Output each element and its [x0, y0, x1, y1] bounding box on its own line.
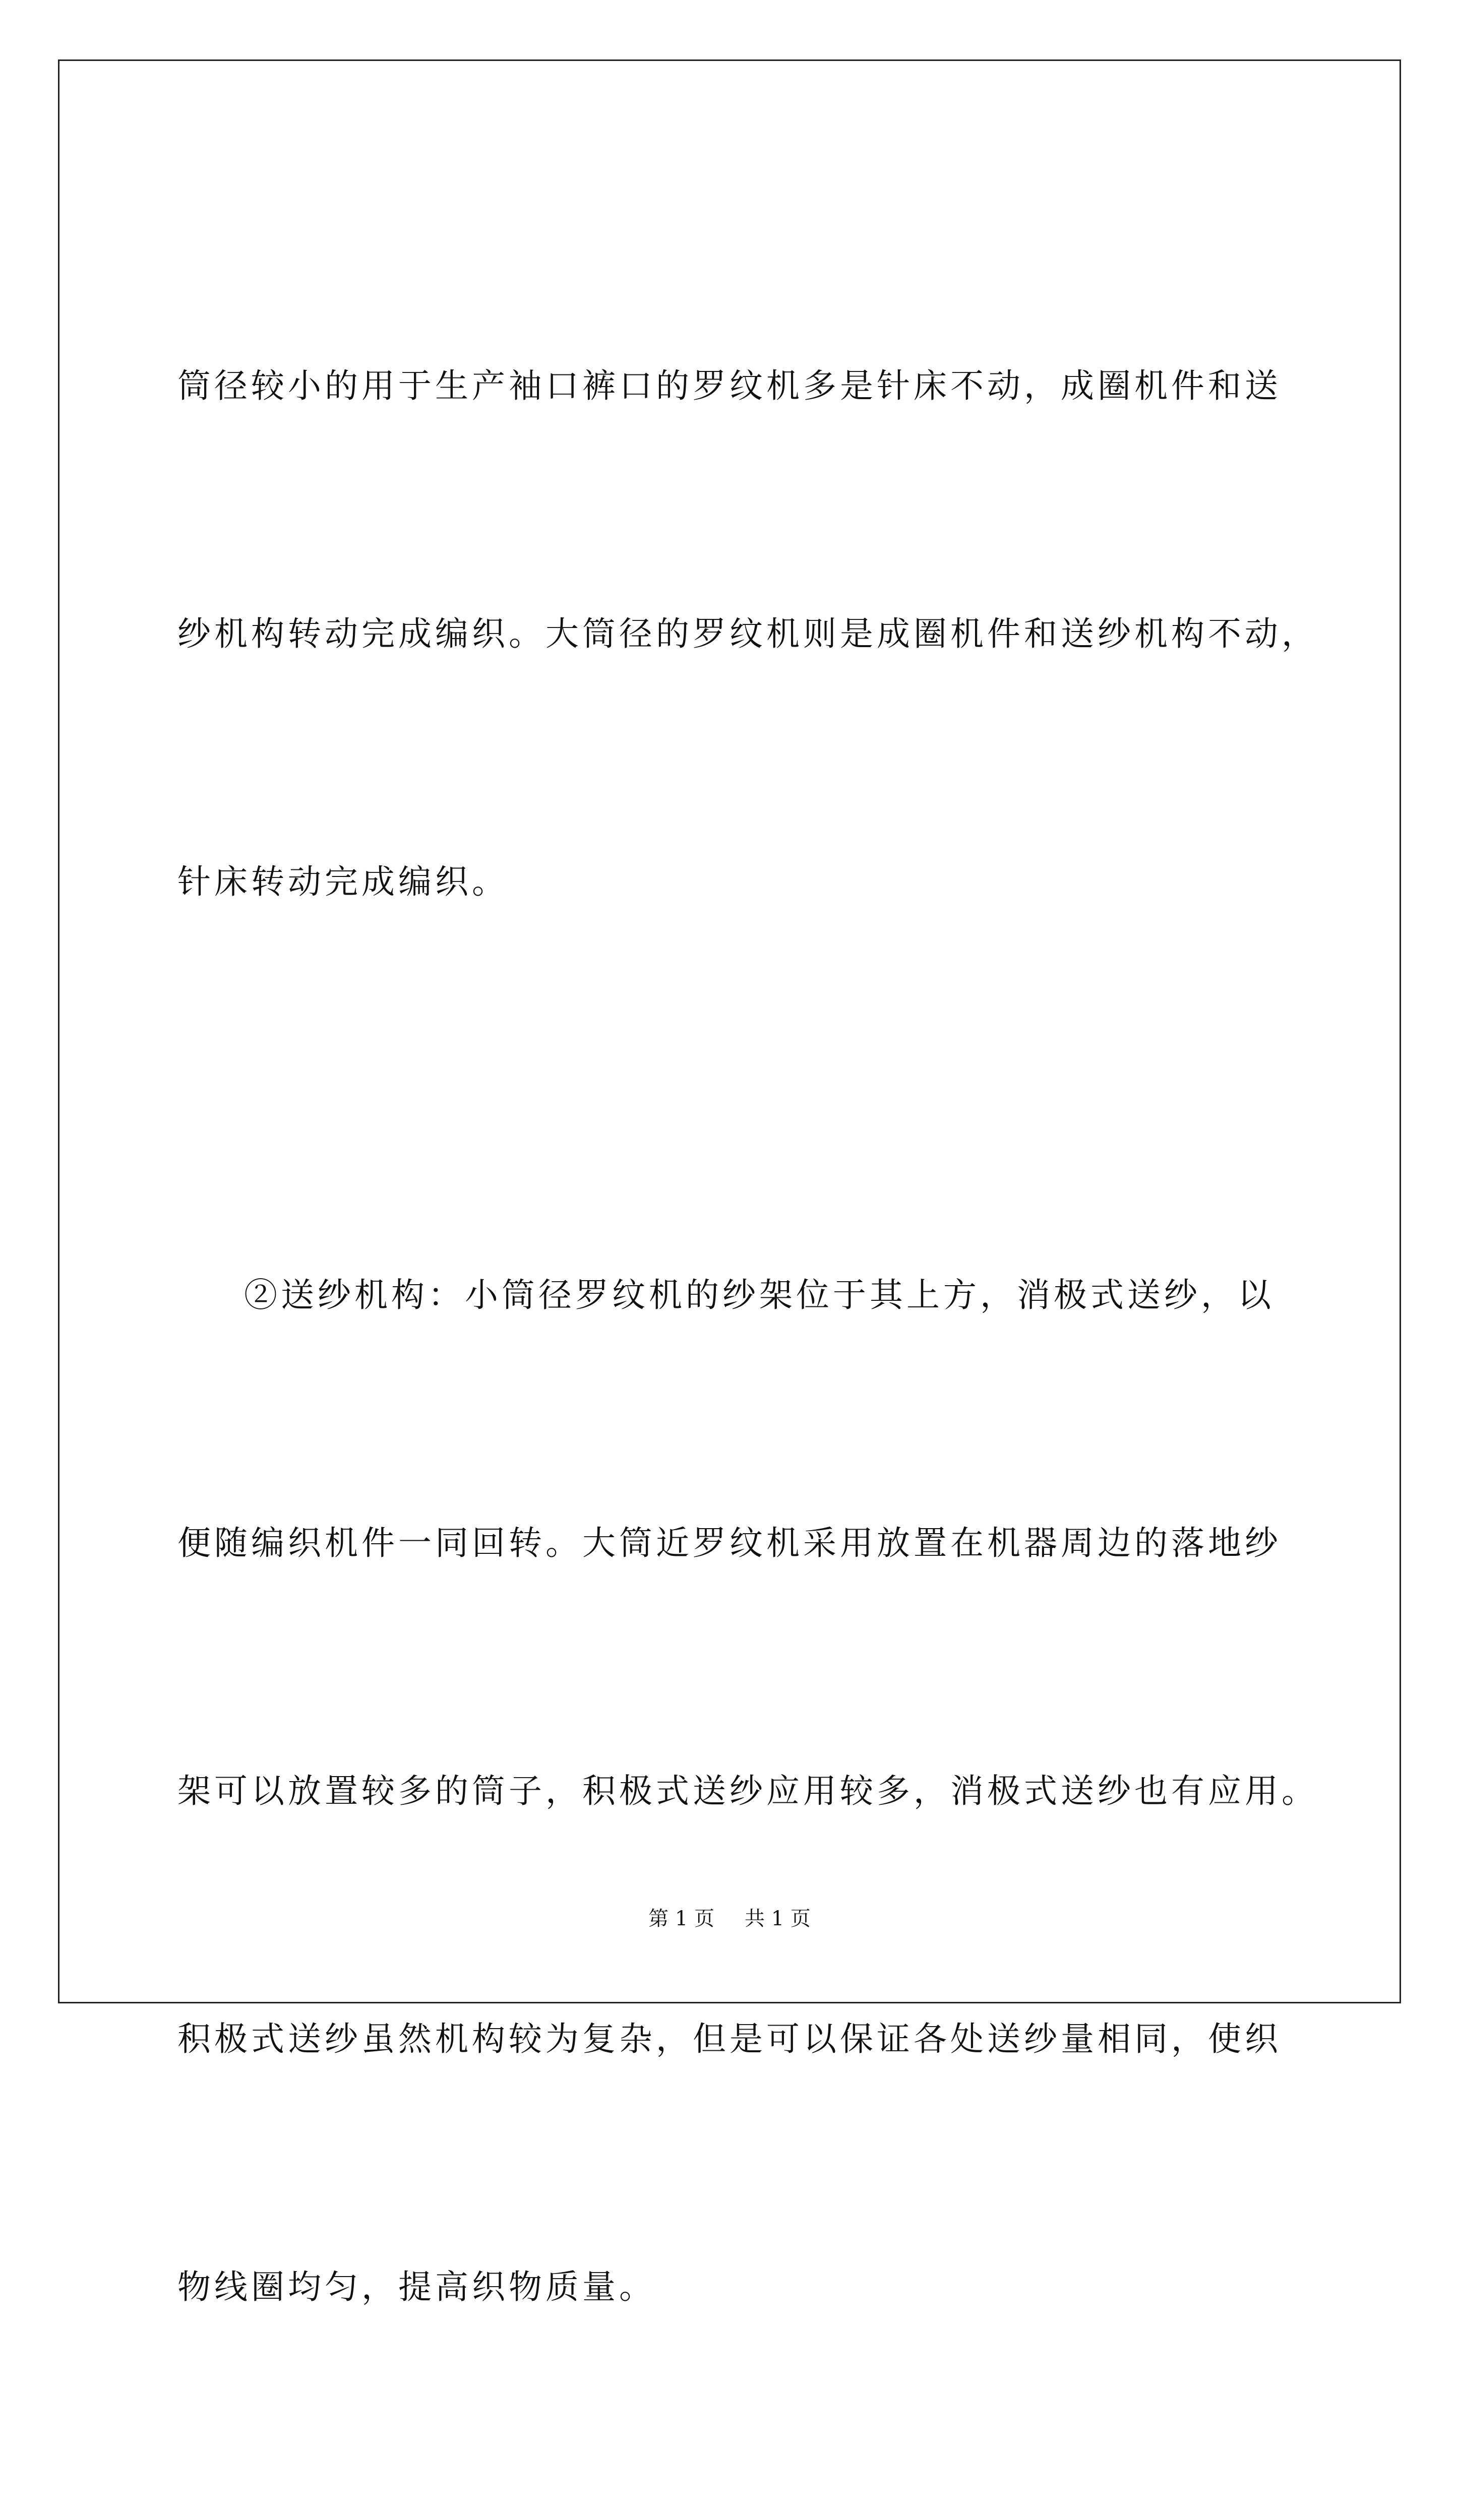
document-body: [177, 179, 1318, 2520]
text-line: 针床转动完成编织。: [177, 862, 509, 901]
paragraph-2: [177, 1089, 1318, 2494]
page-footer: [0, 1903, 1459, 1931]
page-number-total: 共 1 页: [745, 1907, 811, 1930]
text-line: 积极式送纱虽然机构较为复杂，但是可以保证各处送纱量相同，使织: [177, 2020, 1282, 2058]
text-line: 便随编织机件一同回转。大筒近罗纹机采用放置在机器周边的落地纱: [177, 1524, 1282, 1562]
text-line: 纱机构转动完成编织。大筒径的罗纹机则是成圈机件和送纱机构不动，: [177, 614, 1318, 653]
paragraph-3: [177, 2494, 1287, 2520]
text-line: 筒径较小的用于生产袖口裤口的罗纹机多是针床不动，成圈机件和送: [177, 366, 1282, 405]
paragraph-1: [177, 179, 1318, 1089]
text-line: 物线圈均匀，提高织物质量。: [177, 2267, 656, 2306]
text-line: 架可以放置较多的筒子，积极式送纱应用较多，消极式送纱也有应用。: [177, 1772, 1318, 1810]
text-line: ②送纱机构：小筒径罗纹机的纱架位于其上方，消极式送纱，以: [244, 1276, 1274, 1314]
page-number-current: 第 1 页: [648, 1907, 714, 1930]
